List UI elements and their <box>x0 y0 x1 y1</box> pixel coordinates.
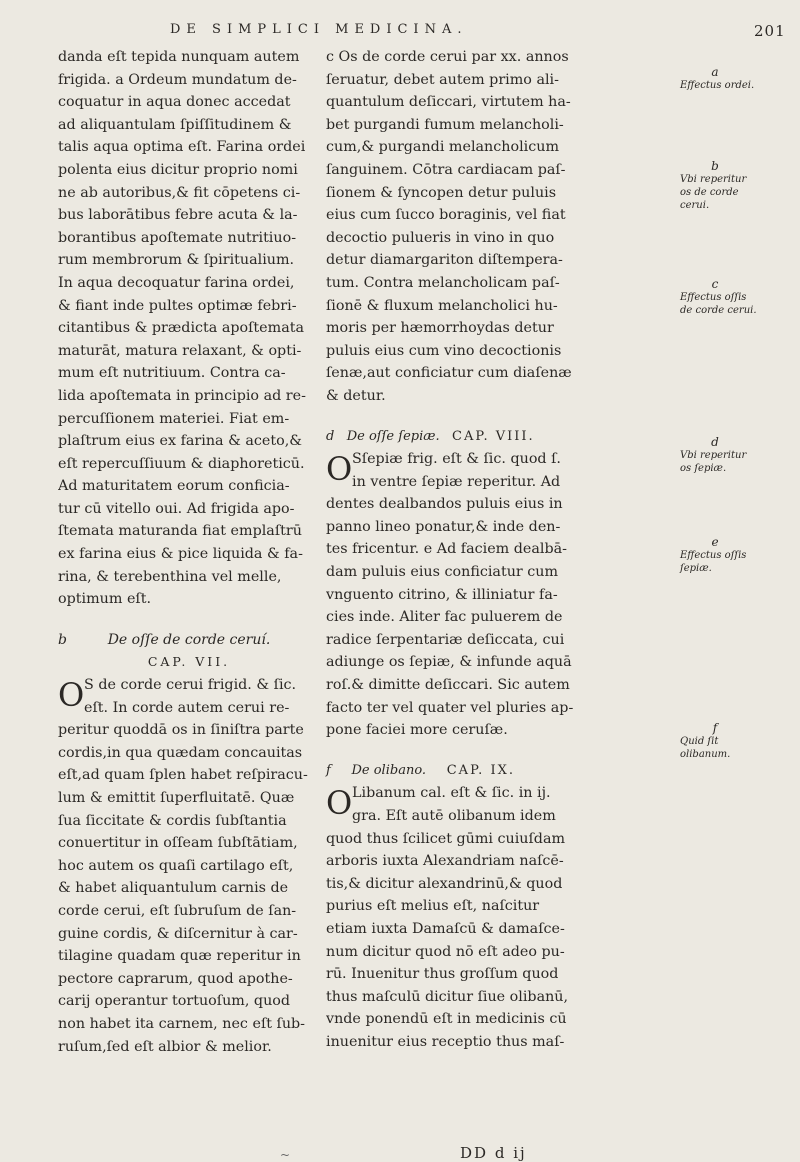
margin-text: Quid ſit olibanum. <box>680 736 731 760</box>
drop-initial: O <box>58 676 85 715</box>
text-line: frigida. a Ordeum mundatum de- <box>58 71 297 88</box>
text-line: decoctio pulueris in vino in quo <box>326 229 555 246</box>
section-heading <box>58 629 320 652</box>
ornament-mark: ~ <box>280 1148 291 1162</box>
text-line: Ad maturitatem eorum conficia- <box>58 478 290 495</box>
section-title: De oſſe de corde ceruí. <box>107 631 271 648</box>
text-line: S de corde cerui frigid. & ſic. <box>84 677 297 694</box>
text-line: guine cordis, & diſcernitur à car- <box>58 925 298 942</box>
text-line: percuſſionem materiei. Fiat em- <box>58 410 290 427</box>
text-line: etiam iuxta Damaſcū & damaſce- <box>326 920 565 937</box>
text-line: ad aliquantulam ſpiſſitudinem & <box>58 116 292 133</box>
text-line: citantibus & prædicta apoſtemata <box>58 320 304 337</box>
margin-note-e <box>680 536 760 575</box>
text-line: lum & emittit ſuperfluitatē. Quæ <box>58 790 295 806</box>
chapter-heading-sepia <box>326 426 594 449</box>
text-line: in ventre ſepiæ reperitur. Ad <box>352 473 561 490</box>
text-line: conuertitur in oſſeam ſubſtātiam, <box>58 835 298 852</box>
margin-note-c <box>680 278 760 317</box>
text-line: hoc autem os quaſi cartilago eſt, <box>58 857 294 874</box>
text-line: detur diamargariton diſtempera- <box>326 252 563 269</box>
drop-initial: O <box>326 450 353 489</box>
text-line: tis,& dicitur alexandrinū,& quod <box>326 875 563 892</box>
text-line: ſeruatur, debet autem primo ali- <box>326 71 559 88</box>
text-line: & detur. <box>326 387 386 404</box>
text-line: moris per hæmorrhoydas detur <box>326 320 554 337</box>
margin-text: Effectus oſſis ſepiæ. <box>680 550 747 574</box>
text-line: maturāt, matura relaxant, & opti- <box>58 342 302 359</box>
text-line: ſenæ,aut conficiatur cum diaſenæ <box>326 365 572 382</box>
chapter-text <box>58 719 320 1058</box>
text-line: vnguento citrino, & illiniatur fa- <box>326 586 558 603</box>
text-line: polenta eius dicitur proprio nomi <box>58 161 298 178</box>
chapter-text <box>326 493 594 742</box>
margin-letter: a <box>711 65 719 79</box>
text-line: vnde ponendū eſt in medicinis cū <box>326 1011 567 1028</box>
margin-letter: d <box>711 435 719 449</box>
drop-initial: O <box>326 784 353 823</box>
right-paragraph-os-cordis <box>326 46 594 408</box>
text-line: coquatur in aqua donec accedat <box>58 94 291 111</box>
left-paragraph-ordeum <box>58 46 320 611</box>
text-line: talis aqua optima eſt. Farina ordei <box>58 139 306 156</box>
text-line: eſt. In corde autem cerui re- <box>84 699 290 716</box>
margin-text: Vbi reperitur os ſepiæ. <box>680 450 747 474</box>
text-line: rum membrorum & ſpiritualium. <box>58 252 295 269</box>
text-line: danda eſt tepida nunquam autem <box>58 49 300 65</box>
chapter-first-lines <box>326 448 594 493</box>
text-line: quantulum deſiccari, virtutem ha- <box>326 94 571 111</box>
section-letter: f <box>326 762 331 778</box>
text-line: tum. Contra melancholicam paſ- <box>326 274 560 291</box>
margin-text: Effectus ordei. <box>680 80 755 91</box>
text-line: eius cum ſucco boraginis, vel fiat <box>326 207 566 224</box>
text-line: bus laborātibus febre acuta & la- <box>58 207 298 224</box>
text-line: Sſepiæ frig. eſt & ſic. quod ſ. <box>352 451 561 468</box>
text-line: In aqua decoquatur farina ordei, <box>58 274 295 291</box>
margin-letter: e <box>711 535 719 549</box>
text-line: pone faciei more ceruſæ. <box>326 722 508 739</box>
text-line: cordis,in qua quædam concauitas <box>58 744 303 761</box>
text-line: corde cerui, eſt ſubruſum de ſan- <box>58 902 297 919</box>
page-number: 201 <box>754 22 786 40</box>
chapter-label: CAP. IX. <box>446 762 515 778</box>
text-line: cum,& purgandi melancholicum <box>326 139 559 156</box>
margin-note-a <box>680 66 760 92</box>
text-line: Libanum cal. eſt & ſic. in ij. <box>352 785 551 802</box>
chapter-text <box>326 828 594 1054</box>
text-line: ſua ſiccitate & cordis ſubſtantia <box>58 812 287 829</box>
text-line: roſ.& dimitte deſiccari. Sic autem <box>326 677 570 694</box>
text-line: num dicitur quod nō eſt adeo pu- <box>326 943 565 960</box>
text-line: borantibus apoſtemate nutritiuo- <box>58 229 297 246</box>
text-line: dentes dealbandos puluis eius in <box>326 496 563 513</box>
margin-note-b <box>680 160 760 212</box>
text-line: & habet aliquantulum carnis de <box>58 880 289 897</box>
text-line: tes fricentur. e Ad faciem dealbā- <box>326 541 567 558</box>
chapter-label: CAP. VII. <box>147 654 231 670</box>
margin-text: Vbi reperitur os de corde cerui. <box>680 174 747 211</box>
section-letter: b <box>58 631 67 648</box>
text-line: plaſtrum eius ex farina & aceto,& <box>58 433 303 450</box>
chapter-body-olibanum <box>326 782 594 1053</box>
left-column <box>58 46 320 1058</box>
text-line: lida apoſtemata in principio ad re- <box>58 387 306 404</box>
text-line: pectore caprarum, quod apothe- <box>58 970 293 987</box>
text-line: panno lineo ponatur,& inde den- <box>326 518 561 535</box>
text-line: ſionē & fluxum melancholici hu- <box>326 297 558 314</box>
text-line: optimum eſt. <box>58 591 151 608</box>
section-letter: d <box>326 428 335 444</box>
text-line: carij operantur tortuoſum, quod <box>58 993 291 1010</box>
text-line: ruſum,ſed eſt albior & melior. <box>58 1038 272 1055</box>
text-line: rina, & terebenthina vel melle, <box>58 568 282 585</box>
running-title: DE SIMPLICI MEDICINA. <box>170 22 468 37</box>
text-line: eſt,ad quam ſplen habet reſpiracu- <box>58 767 308 784</box>
margin-note-f <box>680 722 760 761</box>
chapter-first-lines <box>58 674 320 719</box>
text-line: arboris iuxta Alexandriam naſcē- <box>326 853 564 870</box>
margin-text: Effectus oſſis de corde cerui. <box>680 292 757 316</box>
text-line: non habet ita carnem, nec eſt ſub- <box>58 1015 306 1032</box>
text-line: ſanguinem. Cōtra cardiacam paſ- <box>326 161 566 178</box>
section-title: De oſſe ſepiæ. <box>346 428 440 444</box>
text-line: cies inde. Aliter fac puluerem de <box>326 609 563 626</box>
text-line: c Os de corde cerui par xx. annos <box>326 49 569 65</box>
margin-letter: f <box>712 721 718 735</box>
chapter-first-lines <box>326 782 594 827</box>
text-line: bet purgandi fumum melancholi- <box>326 116 564 133</box>
text-line: eſt repercuſſiuum & diaphoreticū. <box>58 455 305 472</box>
chapter-heading-olibanum <box>326 760 594 783</box>
text-line: mum eſt nutritiuum. Contra ca- <box>58 365 286 382</box>
text-line: thus maſculū dicitur ſiue olibanū, <box>326 988 569 1005</box>
margin-letter: c <box>711 277 719 291</box>
right-column <box>326 46 594 1054</box>
text-line: gra. Eſt autē olibanum idem <box>352 808 556 824</box>
section-title: De olibano. <box>351 762 427 778</box>
chapter-label: CAP. VIII. <box>452 428 535 444</box>
text-line: purius eſt melius eſt, naſcitur <box>326 898 540 915</box>
text-line: radice ſerpentariæ deſiccata, cui <box>326 631 565 648</box>
catchword: DD d ij <box>460 1144 527 1162</box>
text-line: ex farina eius & pice liquida & fa- <box>58 546 303 563</box>
chapter-body <box>58 674 320 1058</box>
text-line: ſionem & ſyncopen detur puluis <box>326 184 557 201</box>
text-line: adiunge os ſepiæ, & infunde aquā <box>326 654 572 671</box>
text-line: peritur quoddā os in ſiniſtra parte <box>58 722 304 739</box>
text-line: puluis eius cum vino decoctionis <box>326 342 562 359</box>
text-line: ſtemata maturanda fiat emplaſtrū <box>58 523 302 540</box>
margin-letter: b <box>711 159 719 173</box>
text-line: tilagine quadam quæ reperitur in <box>58 948 301 965</box>
text-line: & fiant inde pultes optimæ febri- <box>58 297 297 314</box>
text-line: inuenitur eius receptio thus maſ- <box>326 1033 565 1050</box>
text-line: ne ab autoribus,& fit cōpetens ci- <box>58 184 301 201</box>
margin-note-d <box>680 436 760 475</box>
chapter-body-sepia <box>326 448 594 742</box>
text-line: rū. Inuenitur thus groſſum quod <box>326 966 559 983</box>
text-line: facto ter vel quater vel pluries ap- <box>326 699 574 716</box>
text-line: tur cū vitello oui. Ad frigida apo- <box>58 500 295 517</box>
text-line: quod thus ſcilicet gūmi cuiuſdam <box>326 830 566 847</box>
text-line: dam puluis eius conficiatur cum <box>326 564 559 581</box>
